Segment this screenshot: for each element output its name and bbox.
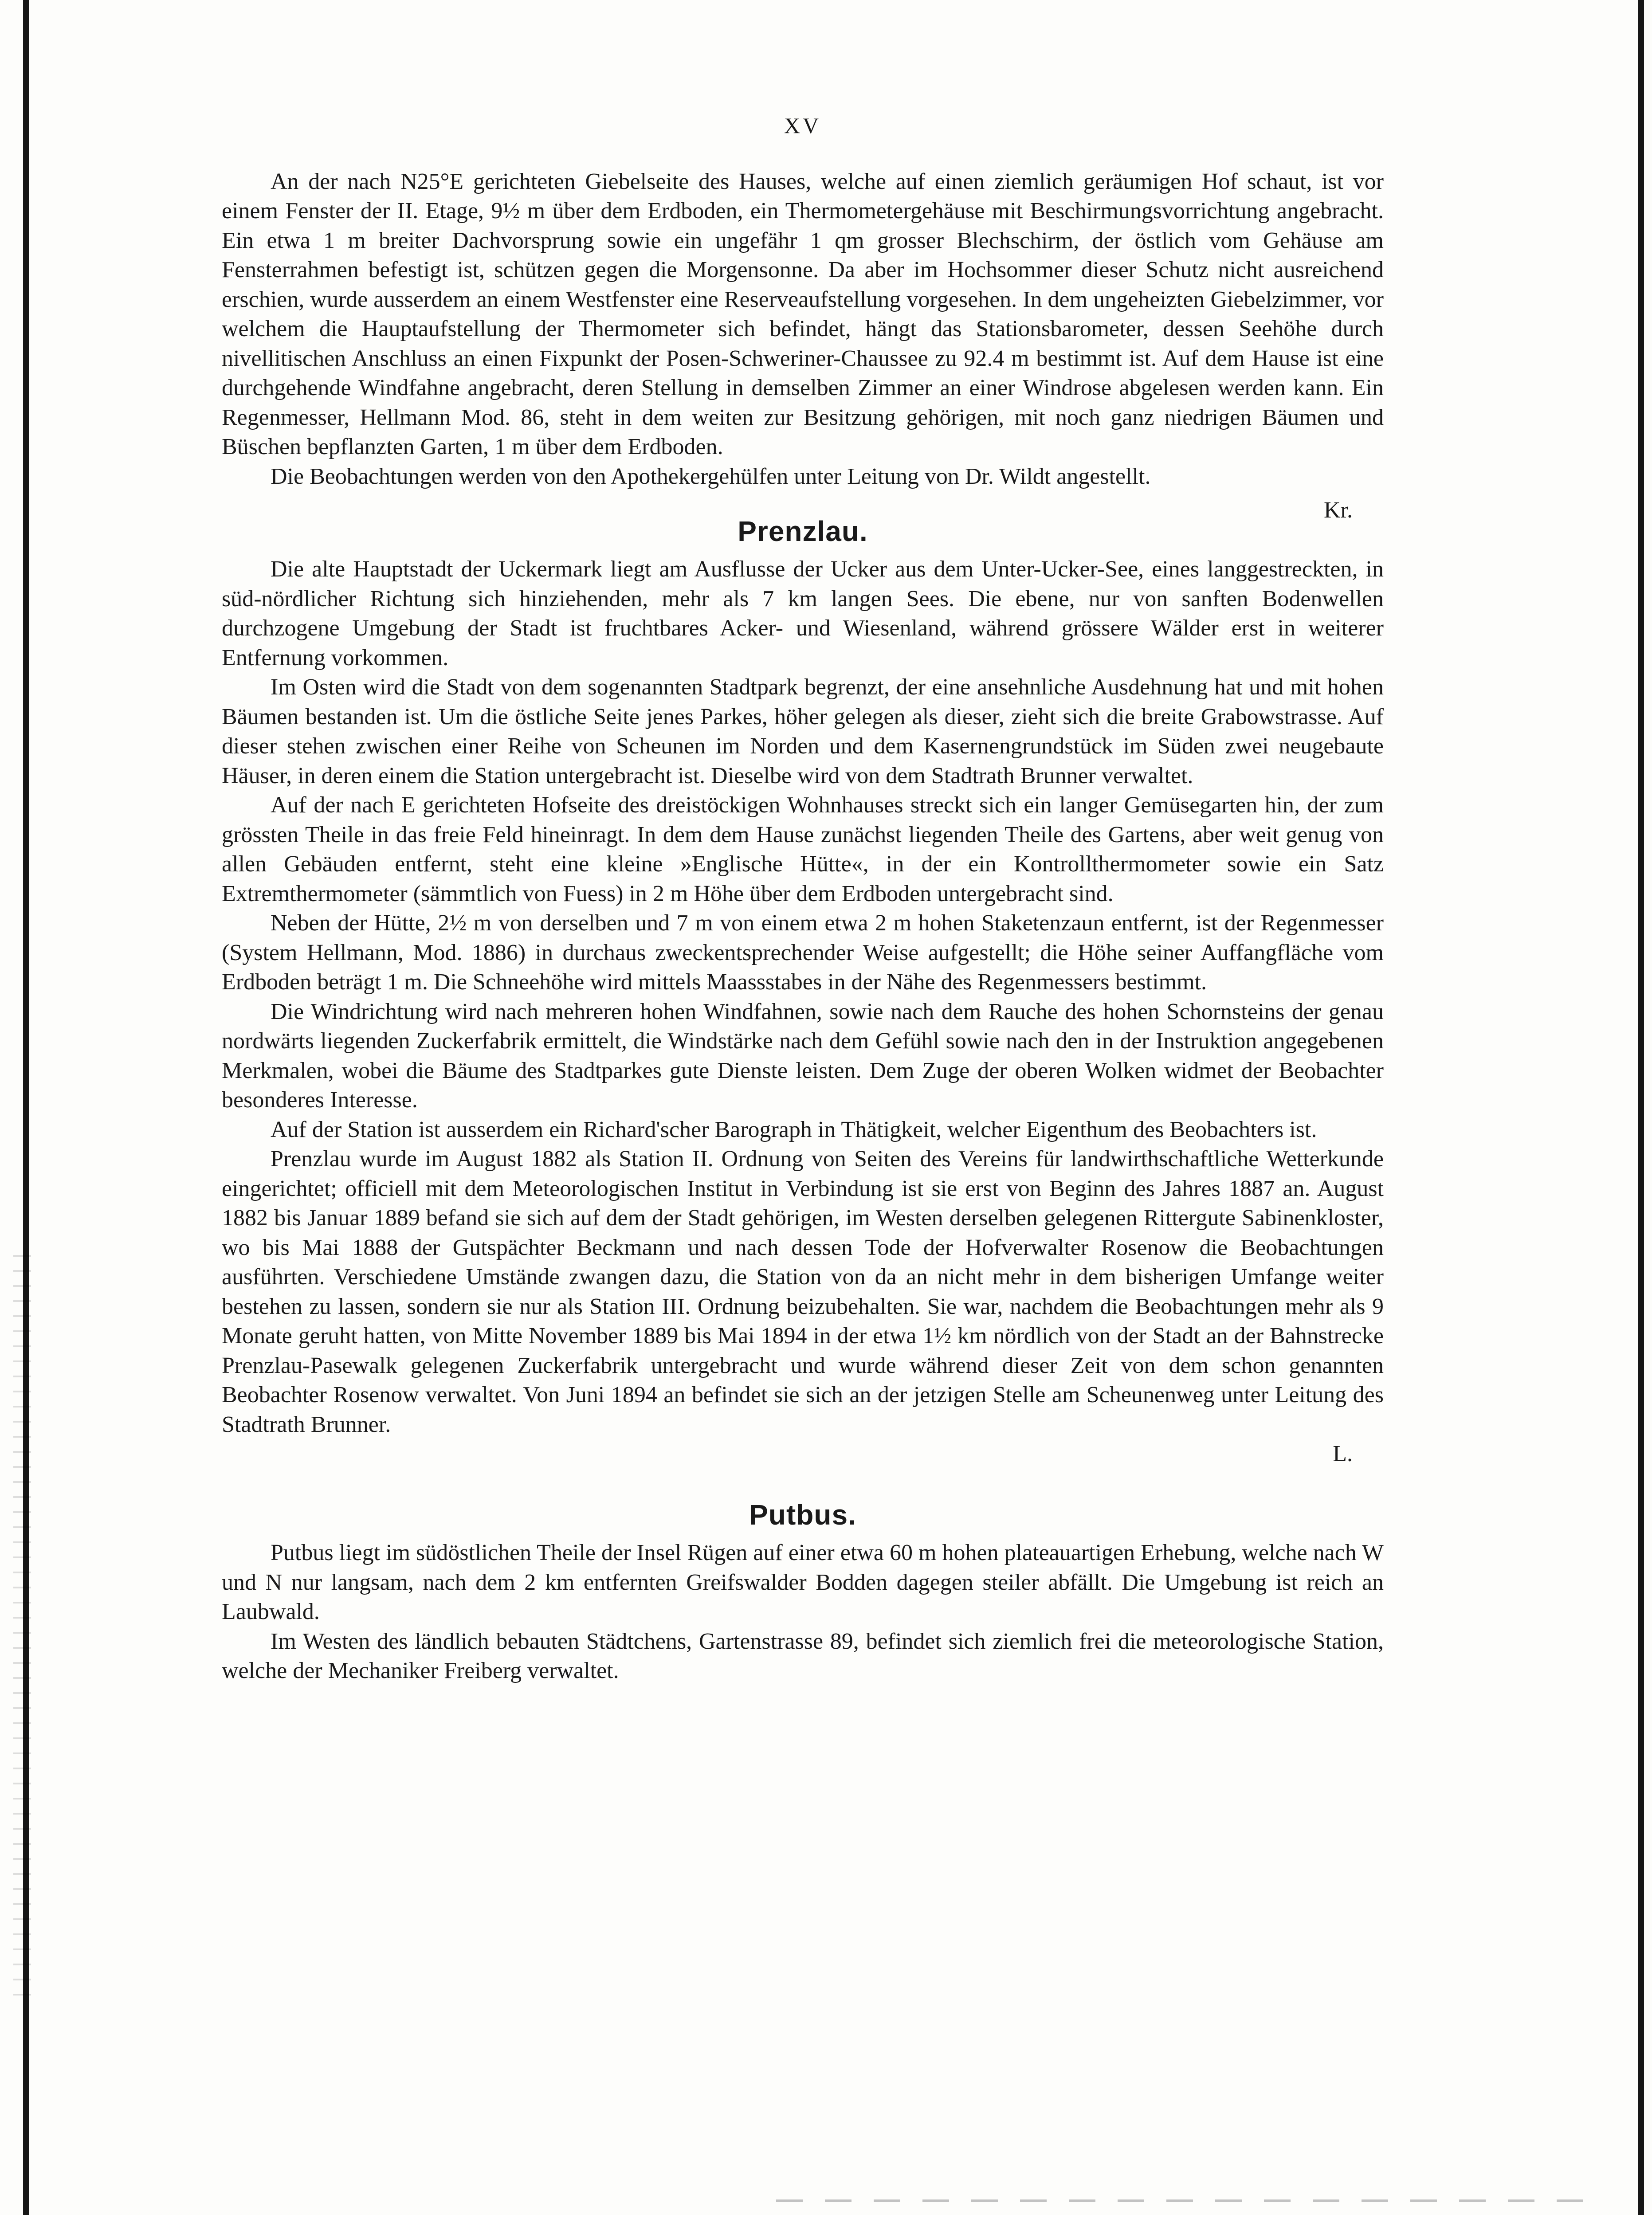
intro-paragraph: Die Beobachtungen werden von den Apothekergehülfen unter Leitung von Dr. Wildt angestellt. [271, 463, 1151, 489]
prenzlau-paragraph: Auf der Station ist ausserdem ein Richard'scher Barograph in Thätigkeit, welcher Eigenthum des Beobachters ist. [271, 1117, 1317, 1142]
prenzlau-paragraph: Die Windrichtung wird nach mehreren hohen Windfahnen, sowie nach dem Rauche des hohen Schornsteins der genau nordwärts liegenden Zuckerfabrik ermittelt, die Windstärke nach dem Gefühl sowie nach den in der Instruktion angegebenen Merkmalen, wobei die Bäume des Stadtparkes gute Dienste leisten. Dem Zuge der oberen Wolken widmet der Beobachter besonderes Interesse. [222, 999, 1384, 1113]
prenzlau-paragraph: Neben der Hütte, 2½ m von derselben und 7 m von einem etwa 2 m hohen Staketenzaun entfernt, ist der Regenmesser (System Hellmann, Mod. 1886) in durchaus zweckentsprechender Weise aufgestellt; die Höhe seiner Auffangfläche vom Erdboden beträgt 1 m. Die Schneehöhe wird mittels Maassstabes in der Nähe des Regenmessers bestimmt. [222, 910, 1384, 995]
scan-specks [13, 1242, 31, 1995]
prenzlau-paragraph: Prenzlau wurde im August 1882 als Station II. Ordnung von Seiten des Vereins für landwirthschaftliche Wetterkunde eingerichtet; officiell mit dem Meteorologischen Institut in Verbindung ist sie erst von Beginn des Jahres 1887 an. August 1882 bis Januar 1889 befand sie sich auf dem der Stadt gehörigen, im Westen derselben gelegenen Rittergute Sabinenkloster, wo bis Mai 1888 der Gutspächter Beckmann und nach dessen Tode der Hofverwalter Rosenow die Beobachtungen ausführten. Verschiedene Umstände zwangen dazu, die Station von da an nicht mehr in dem bisherigen Umfange weiter bestehen zu lassen, sondern sie nur als Station III. Ordnung beizubehalten. Sie war, nachdem die Beobachtungen mehr als 9 Monate geruht hatten, von Mitte November 1889 bis Mai 1894 in der etwa 1½ km nördlich von der Stadt an der Bahnstrecke Prenzlau-Pasewalk gelegenen Zuckerfabrik untergebracht und wurde während dieser Zeit von dem schon genannten Beobachter Rosenow verwaltet. Von Juni 1894 an befindet sie sich an der jetzigen Stelle am Scheunenweg unter Leitung des Stadtrath Brunner. [222, 1146, 1384, 1437]
page-number: XV [784, 113, 822, 138]
putbus-section [222, 1500, 1384, 1686]
intro-signature: Kr. [1324, 498, 1353, 523]
prenzlau-heading: Prenzlau. [738, 515, 868, 547]
intro-paragraph: An der nach N25°E gerichteten Giebelseite des Hauses, welche auf einen ziemlich geräumigen Hof schaut, ist vor einem Fenster der II. Etage, 9½ m über dem Erdboden, ein Thermometergehäuse mit Beschirmungsvorrichtung angebracht. Ein etwa 1 m breiter Dachvorsprung sowie ein ungefähr 1 qm grosser Blechschirm, der östlich vom Gehäuse am Fensterrahmen befestigt ist, schützen gegen die Morgensonne. Da aber im Hochsommer dieser Schutz nicht ausreichend erschien, wurde ausserdem an einem Westfenster eine Reserveaufstellung vorgesehen. In dem ungeheizten Giebelzimmer, vor welchem die Hauptaufstellung der Thermometer sich befindet, hängt das Stationsbarometer, dessen Seehöhe durch nivellitischen Anschluss an einen Fixpunkt der Posen-Schweriner-Chaussee zu 92.4 m bestimmt ist. Auf dem Hause ist eine durchgehende Windfahne angebracht, deren Stellung in demselben Zimmer an einer Windrose abgelesen werden kann. Ein Regenmesser, Hellmann Mod. 86, steht in dem weiten zur Besitzung gehörigen, mit noch ganz niedrigen Bäumen und Büschen bepflanzten Garten, 1 m über dem Erdboden. [222, 169, 1384, 459]
intro-section [222, 167, 1384, 525]
prenzlau-section [222, 517, 1384, 1469]
putbus-paragraph: Im Westen des ländlich bebauten Städtchens, Gartenstrasse 89, befindet sich ziemlich frei die meteorologische Station, welche der Mechaniker Freiberg verwaltet. [222, 1628, 1384, 1683]
putbus-paragraph: Putbus liegt im südöstlichen Theile der Insel Rügen auf einer etwa 60 m hohen plateauartigen Erhebung, welche nach W und N nur langsam, nach dem 2 km entfernten Greifswalder Bodden dagegen steiler abfällt. Die Umgebung ist reich an Laubwald. [222, 1540, 1384, 1624]
prenzlau-paragraph: Die alte Hauptstadt der Uckermark liegt am Ausflusse der Ucker aus dem Unter-Ucker-See, eines langgestreckten, in süd-nördlicher Richtung sich hinziehenden, mehr als 7 km langen Sees. Die ebene, nur von sanften Bodenwellen durchzogene Umgebung der Stadt ist fruchtbares Acker- und Wiesenland, während grössere Wälder erst in weiterer Entfernung vorkommen. [222, 557, 1384, 670]
bottom-rule [776, 2199, 1599, 2202]
prenzlau-signature: L. [1333, 1441, 1353, 1466]
scan-edge-right [1638, 0, 1644, 2215]
putbus-heading: Putbus. [749, 1498, 856, 1531]
page-body [222, 111, 1384, 1686]
prenzlau-paragraph: Im Osten wird die Stadt von dem sogenannten Stadtpark begrenzt, der eine ansehnliche Ausdehnung hat und mit hohen Bäumen bestanden ist. Um die östliche Seite jenes Parkes, höher gelegen als dieser, zieht sich die breite Grabowstrasse. Auf dieser stehen zwischen einer Reihe von Scheunen im Norden und dem Kasernengrundstück im Süden zwei neugebaute Häuser, in deren einem die Station untergebracht ist. Dieselbe wird von dem Stadtrath Brunner verwaltet. [222, 674, 1384, 788]
prenzlau-paragraph: Auf der nach E gerichteten Hofseite des dreistöckigen Wohnhauses streckt sich ein langer Gemüsegarten hin, der zum grössten Theile in das freie Feld hineinragt. In dem dem Hause zunächst liegenden Theile des Gartens, aber weit genug von allen Gebäuden entfernt, steht eine kleine »Englische Hütte«, in der ein Kontrollthermometer sowie ein Satz Extremthermometer (sämmtlich von Fuess) in 2 m Höhe über dem Erdboden untergebracht sind. [222, 792, 1384, 906]
